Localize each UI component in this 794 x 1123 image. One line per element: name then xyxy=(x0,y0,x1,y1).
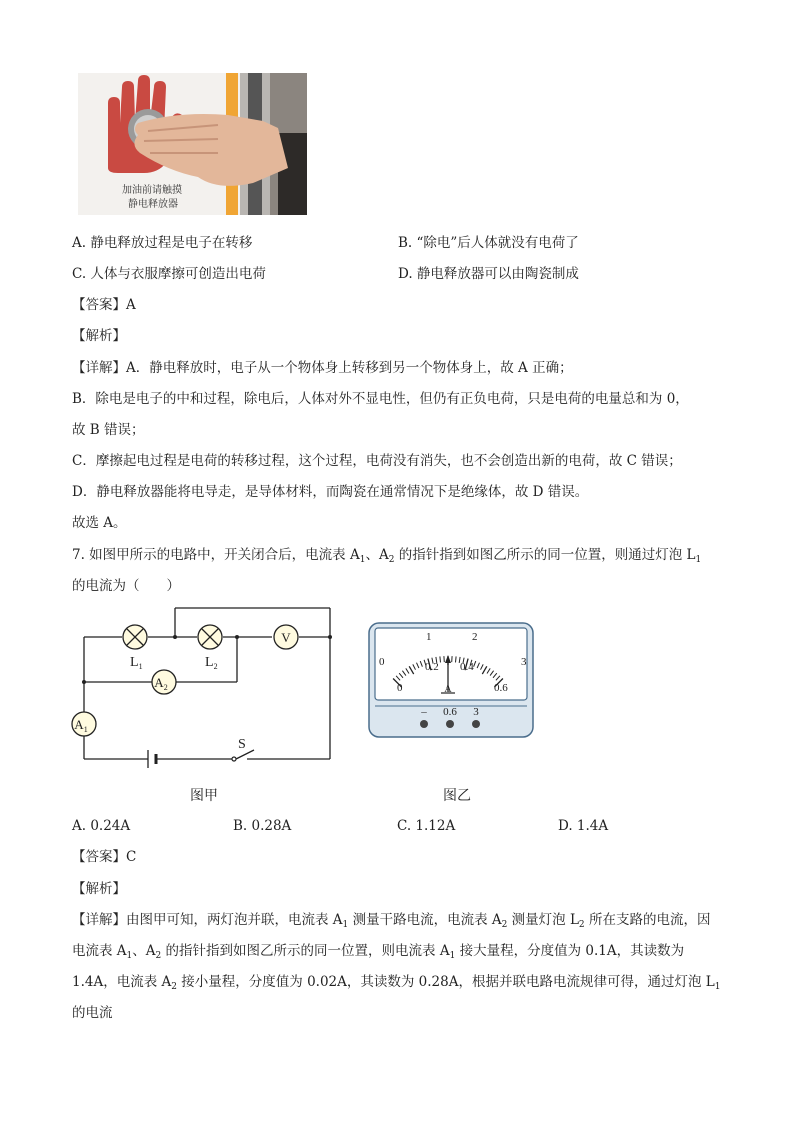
bottom-scale-04: 0.4 xyxy=(460,661,474,673)
q6-detail-line-5: D．静电释放器能将电导走，是导体材料，而陶瓷在通常情况下是绝缘体，故 D 错误。 xyxy=(72,484,589,500)
lamp-l2-label: $L_2$ xyxy=(205,655,218,671)
q7-detail-line-4: 的电流 xyxy=(72,1005,113,1021)
top-scale-0: 0 xyxy=(379,656,385,668)
dial-tick xyxy=(456,656,457,662)
figure-b-caption: 图乙 xyxy=(443,788,471,804)
static-discharger-photo xyxy=(78,73,307,215)
q6-answer: 【答案】A xyxy=(72,297,136,313)
terminal-06-label: 0.6 xyxy=(443,706,457,718)
q7-option-b: B. 0.28A xyxy=(233,818,292,834)
q7-detail-line-2: 电流表 $A_1$、$A_2$ 的指针指到如图乙所示的同一位置，则电流表 $A_1$ 接大量程，分度值为 0.1A，其读数为 xyxy=(72,943,685,961)
photo-sign-line1: 加油前请触摸 xyxy=(122,185,182,196)
ammeter-a2-label: $A_2$ xyxy=(154,675,168,692)
lamp-l1-icon xyxy=(123,625,147,649)
lamp-l2-icon xyxy=(198,625,222,649)
q7-analysis-heading: 【解析】 xyxy=(72,881,126,897)
q6-option-c: C. 人体与衣服摩擦可创造出电荷 xyxy=(72,266,266,282)
q6-option-b: B. “除电”后人体就没有电荷了 xyxy=(398,235,579,251)
top-scale-1: 1 xyxy=(426,631,432,643)
terminal-negative xyxy=(420,720,428,728)
bottom-scale-02: 0.2 xyxy=(425,661,439,673)
bottom-scale-06: 0.6 xyxy=(494,682,508,694)
q6-option-d: D. 静电释放器可以由陶瓷制成 xyxy=(398,266,579,282)
terminal-06 xyxy=(446,720,454,728)
photo-sign-line2: 静电释放器 xyxy=(128,199,178,210)
dial-tick xyxy=(440,656,441,662)
q6-option-a: A. 静电释放过程是电子在转移 xyxy=(72,235,253,251)
voltmeter-label: V xyxy=(281,630,291,645)
terminal-3-label: 3 xyxy=(473,706,479,718)
q7-option-a: A. 0.24A xyxy=(72,818,131,834)
q6-analysis-heading: 【解析】 xyxy=(72,328,126,344)
terminal-3 xyxy=(472,720,480,728)
q7-detail-line-1: 【详解】由图甲可知，两灯泡并联，电流表 $A_1$ 测量干路电流，电流表 $A_2$ 测量灯泡 $L_2$ 所在支路的电流，因 xyxy=(72,912,711,930)
dial-unit: A xyxy=(444,684,452,695)
q7-option-c: C. 1.12A xyxy=(397,818,456,834)
terminal-negative-label: – xyxy=(421,706,427,718)
q6-conclusion: 故选 A。 xyxy=(72,515,127,531)
q6-detail-line-1: 【详解】A．静电释放时，电子从一个物体身上转移到另一个物体身上，故 A 正确； xyxy=(72,360,573,376)
top-scale-2: 2 xyxy=(472,631,478,643)
q6-detail-line-3: 故 B 错误； xyxy=(72,422,145,438)
photo-drawing xyxy=(78,73,307,215)
circuit-diagram xyxy=(60,600,350,775)
ammeter-dial xyxy=(368,622,534,738)
switch-label: S xyxy=(238,737,246,752)
ammeter-a1-label: $A_1$ xyxy=(74,717,88,734)
q7-stem-line-1: 7. 如图甲所示的电路中，开关闭合后，电流表 $A_1$、$A_2$ 的指针指到如图乙所示的同一位置，则通过灯泡 $L_1$ xyxy=(72,547,702,565)
q7-stem-line-2: 的电流为（ ） xyxy=(72,578,180,594)
q7-answer: 【答案】C xyxy=(72,849,137,865)
q7-option-d: D. 1.4A xyxy=(558,818,609,834)
figure-a-caption: 图甲 xyxy=(190,788,218,804)
bottom-scale-0: 0 xyxy=(397,682,403,694)
q6-detail-line-2: B．除电是电子的中和过程，除电后，人体对外不显电性，但仍有正负电荷，只是电荷的电量总和为 0， xyxy=(72,391,689,407)
lamp-l1-label: $L_1$ xyxy=(130,655,143,671)
q6-detail-line-4: C．摩擦起电过程是电荷的转移过程，这个过程，电荷没有消失，也不会创造出新的电荷，故 C 错误； xyxy=(72,453,682,469)
top-scale-3: 3 xyxy=(521,656,527,668)
q7-detail-line-3: 1.4A，电流表 $A_2$ 接小量程，分度值为 0.02A，其读数为 0.28A，根据并联电路电流规律可得，通过灯泡 $L_1$ xyxy=(72,974,721,992)
